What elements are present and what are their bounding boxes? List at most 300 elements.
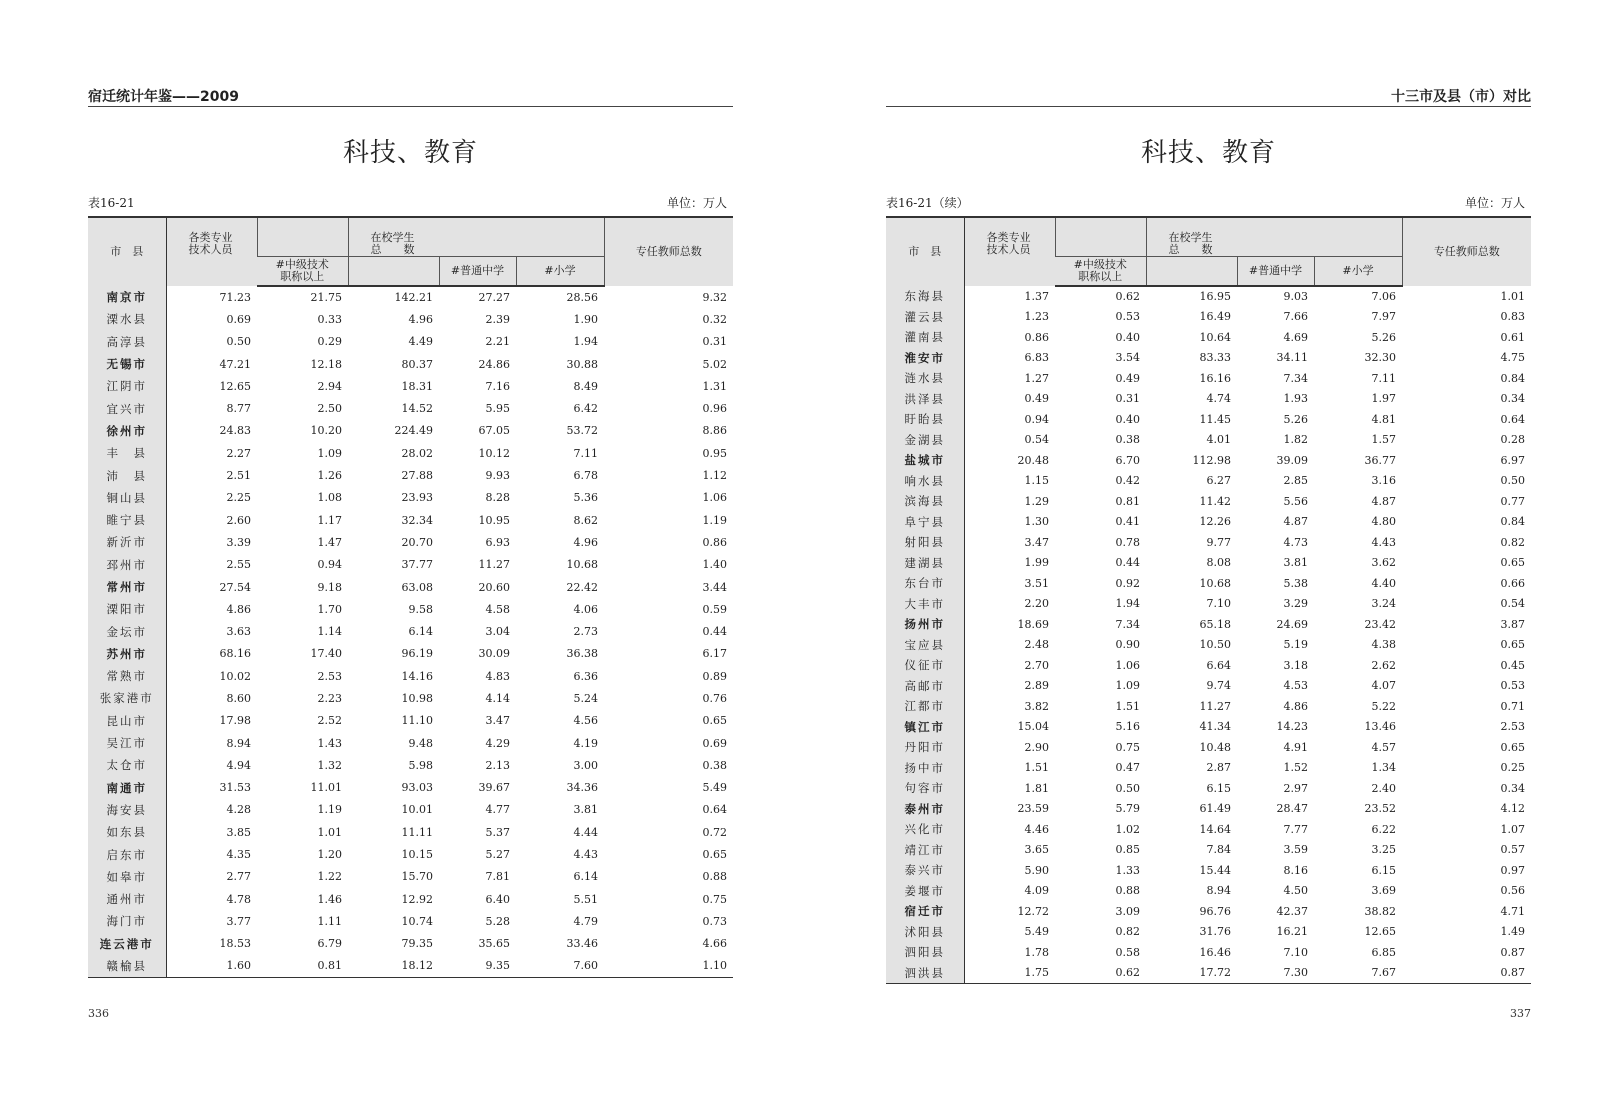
table-cell: 2.23 xyxy=(317,691,342,705)
table-cell: 4.86 xyxy=(1283,699,1308,713)
table-cell: 1.43 xyxy=(317,736,342,750)
table-cell: 22.42 xyxy=(566,580,599,594)
header-spacer xyxy=(1146,257,1237,287)
table-row xyxy=(886,286,1531,307)
table-cell: 39.67 xyxy=(478,781,510,795)
table-cell: 38.82 xyxy=(1364,904,1397,918)
table-cell: 224.49 xyxy=(394,424,433,438)
table-cell: 1.37 xyxy=(1024,289,1049,303)
table-cell: 0.54 xyxy=(1024,433,1049,447)
table-cell: 8.49 xyxy=(573,379,599,393)
table-cell: 0.65 xyxy=(702,714,728,728)
table-cell: 24.86 xyxy=(478,357,510,371)
region-name: 仪征市 xyxy=(886,655,964,676)
region-name: 睢宁县 xyxy=(88,509,166,531)
region-name: 赣榆县 xyxy=(88,955,166,977)
table-cell: 10.68 xyxy=(1199,576,1231,590)
header-professionals: 各类专业 技术人员 xyxy=(166,217,257,286)
table-cell: 7.84 xyxy=(1206,843,1231,857)
region-name: 如皋市 xyxy=(88,866,166,888)
table-cell: 0.90 xyxy=(1115,638,1140,652)
table-cell: 5.98 xyxy=(408,758,433,772)
stats-table xyxy=(886,216,1531,984)
table-cell: 7.67 xyxy=(1314,963,1402,984)
table-row xyxy=(88,286,733,308)
region-name: 泗阳县 xyxy=(886,942,964,963)
header-primary-school: #小学 xyxy=(1314,257,1402,287)
table-cell: 1.60 xyxy=(166,955,257,977)
table-cell: 0.87 xyxy=(1402,963,1531,984)
table-cell: 36.38 xyxy=(566,647,599,661)
table-cell: 6.93 xyxy=(485,535,510,549)
table-cell: 2.48 xyxy=(1024,638,1049,652)
table-cell: 4.06 xyxy=(573,602,599,616)
table-cell: 0.50 xyxy=(1500,474,1526,488)
region-name: 盐城市 xyxy=(886,450,964,471)
table-cell: 0.94 xyxy=(1024,412,1049,426)
table-cell: 3.16 xyxy=(1371,474,1397,488)
table-row xyxy=(88,866,733,888)
table-cell: 20.48 xyxy=(1017,453,1049,467)
table-cell: 7.81 xyxy=(485,870,510,884)
table-cell: 1.06 xyxy=(702,491,728,505)
table-cell: 3.82 xyxy=(1024,699,1049,713)
region-name: 兴化市 xyxy=(886,819,964,840)
table-cell: 2.73 xyxy=(573,625,599,639)
table-row xyxy=(88,576,733,598)
table-row xyxy=(88,308,733,330)
table-cell: 10.68 xyxy=(566,558,599,572)
table-cell: 3.00 xyxy=(573,758,599,772)
table-cell: 7.06 xyxy=(1371,290,1397,304)
table-cell: 18.53 xyxy=(219,937,251,951)
table-cell: 65.18 xyxy=(1199,617,1231,631)
region-name: 南京市 xyxy=(88,286,166,308)
table-row xyxy=(88,843,733,865)
table-cell: 1.57 xyxy=(1371,433,1397,447)
table-cell: 0.59 xyxy=(702,602,728,616)
table-cell: 23.52 xyxy=(1364,802,1397,816)
table-cell: 9.93 xyxy=(485,469,510,483)
table-cell: 0.33 xyxy=(317,312,342,326)
table-cell: 142.21 xyxy=(394,291,433,305)
table-cell: 14.16 xyxy=(401,669,433,683)
table-cell: 12.72 xyxy=(1017,904,1049,918)
table-cell: 0.31 xyxy=(1115,392,1140,406)
table-cell: 5.24 xyxy=(573,691,599,705)
table-cell: 3.63 xyxy=(226,625,251,639)
table-cell: 4.01 xyxy=(1206,433,1231,447)
table-cell: 31.53 xyxy=(219,781,251,795)
table-cell: 0.92 xyxy=(1115,576,1140,590)
table-cell: 3.24 xyxy=(1371,597,1397,611)
table-cell: 8.08 xyxy=(1206,556,1231,570)
region-name: 泰州市 xyxy=(886,799,964,820)
table-cell: 3.85 xyxy=(226,825,251,839)
table-cell: 0.58 xyxy=(1115,945,1140,959)
table-cell: 1.93 xyxy=(1283,392,1308,406)
table-cell: 2.13 xyxy=(485,758,510,772)
table-cell: 11.27 xyxy=(478,558,510,572)
table-cell: 2.39 xyxy=(485,312,510,326)
table-cell: 0.61 xyxy=(1500,330,1526,344)
table-cell: 18.69 xyxy=(1017,617,1049,631)
table-cell: 4.35 xyxy=(226,848,251,862)
table-cell: 8.28 xyxy=(485,491,510,505)
table-cell: 1.19 xyxy=(702,513,728,527)
table-row xyxy=(88,442,733,464)
table-cell: 23.42 xyxy=(1364,617,1397,631)
region-name: 靖江市 xyxy=(886,840,964,861)
table-cell: 35.65 xyxy=(478,937,510,951)
page-number: 336 xyxy=(88,1007,109,1020)
table-cell: 1.02 xyxy=(1115,822,1140,836)
table-cell: 11.11 xyxy=(401,825,433,839)
table-meta xyxy=(886,194,1531,210)
table-cell: 4.96 xyxy=(408,312,433,326)
table-cell: 14.23 xyxy=(1276,720,1308,734)
table-row xyxy=(88,799,733,821)
table-cell: 0.62 xyxy=(1055,963,1146,984)
table-cell: 2.20 xyxy=(1024,597,1049,611)
table-row xyxy=(886,717,1531,738)
table-cell: 23.93 xyxy=(401,491,433,505)
table-cell: 0.29 xyxy=(317,335,342,349)
header-middle-school: #普通中学 xyxy=(439,257,516,287)
table-cell: 1.34 xyxy=(1371,761,1397,775)
table-cell: 2.53 xyxy=(1500,720,1526,734)
table-row xyxy=(886,676,1531,697)
table-cell: 27.88 xyxy=(401,469,433,483)
region-name: 建湖县 xyxy=(886,553,964,574)
table-cell: 96.19 xyxy=(401,647,433,661)
table-cell: 0.78 xyxy=(1115,535,1140,549)
table-cell: 6.83 xyxy=(1024,351,1049,365)
table-cell: 0.84 xyxy=(1500,371,1526,385)
table-cell: 14.64 xyxy=(1199,822,1231,836)
table-row xyxy=(88,487,733,509)
table-row xyxy=(886,409,1531,430)
table-cell: 30.88 xyxy=(566,357,599,371)
table-cell: 80.37 xyxy=(401,357,433,371)
right-page xyxy=(886,0,1531,1099)
region-name: 江阴市 xyxy=(88,375,166,397)
table-cell: 1.15 xyxy=(1024,474,1049,488)
table-cell: 0.82 xyxy=(1500,535,1526,549)
region-name: 沭阳县 xyxy=(886,922,964,943)
table-cell: 6.40 xyxy=(485,892,510,906)
table-cell: 0.76 xyxy=(702,691,728,705)
table-cell: 79.35 xyxy=(401,937,433,951)
table-cell: 1.07 xyxy=(1500,822,1526,836)
running-head: 宿迁统计年鉴——2009 xyxy=(88,86,733,107)
table-cell: 8.77 xyxy=(226,402,251,416)
table-cell: 0.65 xyxy=(702,848,728,862)
table-cell: 23.59 xyxy=(1017,802,1049,816)
table-row xyxy=(88,598,733,620)
table-cell: 0.34 xyxy=(1500,392,1526,406)
region-name: 宝应县 xyxy=(886,635,964,656)
table-cell: 12.65 xyxy=(1364,925,1397,939)
table-row xyxy=(886,860,1531,881)
table-row xyxy=(886,491,1531,512)
table-row xyxy=(88,554,733,576)
table-row xyxy=(886,450,1531,471)
table-cell: 2.55 xyxy=(226,558,251,572)
table-cell: 0.77 xyxy=(1500,494,1526,508)
table-cell: 0.44 xyxy=(1115,556,1140,570)
table-row xyxy=(88,710,733,732)
table-cell: 14.52 xyxy=(401,402,433,416)
table-cell: 96.76 xyxy=(1199,904,1231,918)
table-cell: 0.72 xyxy=(702,825,728,839)
table-cell: 0.84 xyxy=(1500,515,1526,529)
table-cell: 0.65 xyxy=(1500,740,1526,754)
region-name: 高淳县 xyxy=(88,331,166,353)
table-cell: 1.70 xyxy=(317,602,342,616)
table-row xyxy=(88,955,733,977)
table-cell: 34.36 xyxy=(566,781,599,795)
table-cell: 2.52 xyxy=(317,714,342,728)
table-row xyxy=(886,840,1531,861)
table-cell: 1.08 xyxy=(317,491,342,505)
table-cell: 3.51 xyxy=(1024,576,1049,590)
table-cell: 5.95 xyxy=(485,402,510,416)
table-cell: 0.81 xyxy=(1115,494,1140,508)
header-teachers: 专任教师总数 xyxy=(604,217,733,286)
table-cell: 3.77 xyxy=(226,914,251,928)
table-cell: 4.78 xyxy=(226,892,251,906)
table-cell: 20.70 xyxy=(401,535,433,549)
table-row xyxy=(886,819,1531,840)
table-cell: 2.87 xyxy=(1206,761,1231,775)
table-cell: 4.96 xyxy=(573,535,599,549)
region-name: 金湖县 xyxy=(886,430,964,451)
table-cell: 37.77 xyxy=(401,558,433,572)
region-name: 盱眙县 xyxy=(886,409,964,430)
table-cell: 32.34 xyxy=(401,513,433,527)
table-row xyxy=(88,821,733,843)
table-cell: 0.87 xyxy=(1500,945,1526,959)
table-cell: 5.56 xyxy=(1283,494,1308,508)
table-cell: 47.21 xyxy=(219,357,251,371)
table-cell: 0.38 xyxy=(702,758,728,772)
table-cell: 1.33 xyxy=(1115,863,1140,877)
table-cell: 1.23 xyxy=(1024,310,1049,324)
table-row xyxy=(886,655,1531,676)
table-cell: 7.10 xyxy=(1283,945,1308,959)
table-cell: 2.89 xyxy=(1024,679,1049,693)
table-cell: 0.88 xyxy=(1115,884,1140,898)
table-cell: 63.08 xyxy=(401,580,433,594)
table-cell: 16.95 xyxy=(1199,290,1231,304)
table-cell: 20.60 xyxy=(478,580,510,594)
table-cell: 0.49 xyxy=(1024,392,1049,406)
table-row xyxy=(886,778,1531,799)
table-meta xyxy=(88,194,733,210)
table-cell: 3.47 xyxy=(1024,535,1049,549)
header-students: 在校学生 总 数 xyxy=(1146,217,1402,257)
table-cell: 2.40 xyxy=(1371,781,1397,795)
table-cell: 4.80 xyxy=(1371,515,1397,529)
table-row xyxy=(88,643,733,665)
table-cell: 0.86 xyxy=(1024,330,1049,344)
table-cell: 24.69 xyxy=(1276,617,1308,631)
table-cell: 12.18 xyxy=(310,357,342,371)
table-cell: 0.34 xyxy=(1500,781,1526,795)
table-cell: 1.20 xyxy=(317,848,342,862)
table-cell: 0.75 xyxy=(1115,740,1140,754)
region-name: 邳州市 xyxy=(88,554,166,576)
table-cell: 1.01 xyxy=(1500,289,1526,303)
table-cell: 5.38 xyxy=(1283,576,1308,590)
region-name: 铜山县 xyxy=(88,487,166,509)
table-row xyxy=(88,665,733,687)
table-cell: 2.62 xyxy=(1371,658,1397,672)
table-row xyxy=(88,531,733,553)
table-cell: 2.53 xyxy=(317,669,342,683)
table-cell: 4.74 xyxy=(1206,392,1231,406)
table-cell: 21.75 xyxy=(310,291,342,305)
header-region: 市 县 xyxy=(886,217,964,286)
region-name: 沛 县 xyxy=(88,464,166,486)
table-cell: 11.10 xyxy=(401,714,433,728)
table-cell: 1.90 xyxy=(573,312,599,326)
table-cell: 10.02 xyxy=(219,669,251,683)
table-cell: 28.02 xyxy=(401,446,433,460)
table-cell: 0.40 xyxy=(1115,330,1140,344)
table-cell: 5.37 xyxy=(485,825,510,839)
table-cell: 1.82 xyxy=(1283,433,1308,447)
table-cell: 17.72 xyxy=(1146,963,1237,984)
region-name: 涟水县 xyxy=(886,368,964,389)
table-cell: 0.54 xyxy=(1500,597,1526,611)
table-cell: 5.90 xyxy=(1024,863,1049,877)
table-cell: 32.30 xyxy=(1364,351,1397,365)
table-unit: 单位：万人 xyxy=(1464,196,1525,210)
table-row xyxy=(886,348,1531,369)
table-cell: 4.83 xyxy=(485,669,510,683)
table-row xyxy=(886,307,1531,328)
table-body xyxy=(88,286,733,977)
region-name: 宿迁市 xyxy=(886,901,964,922)
table-cell: 53.72 xyxy=(566,424,599,438)
table-cell: 15.44 xyxy=(1199,863,1231,877)
table-cell: 18.31 xyxy=(401,379,433,393)
table-cell: 10.12 xyxy=(478,446,510,460)
table-cell: 9.48 xyxy=(408,736,433,750)
table-cell: 5.02 xyxy=(702,357,728,371)
table-row xyxy=(886,758,1531,779)
table-cell: 6.17 xyxy=(702,647,728,661)
table-row xyxy=(88,509,733,531)
table-cell: 1.09 xyxy=(1115,679,1140,693)
table-row xyxy=(886,471,1531,492)
page-title: 科技、教育 xyxy=(342,138,478,168)
table-cell: 7.16 xyxy=(485,379,510,393)
table-cell: 5.22 xyxy=(1371,699,1397,713)
table-cell: 6.42 xyxy=(573,402,599,416)
table-cell: 6.70 xyxy=(1115,453,1140,467)
table-cell: 28.47 xyxy=(1276,802,1308,816)
table-cell: 4.94 xyxy=(226,758,251,772)
region-name: 泗洪县 xyxy=(886,963,964,984)
table-cell: 4.57 xyxy=(1371,740,1397,754)
table-row xyxy=(886,737,1531,758)
region-name: 丹阳市 xyxy=(886,737,964,758)
table-cell: 13.46 xyxy=(1364,720,1397,734)
region-name: 张家港市 xyxy=(88,687,166,709)
table-cell: 68.16 xyxy=(219,647,251,661)
table-cell: 10.01 xyxy=(401,803,433,817)
table-cell: 12.92 xyxy=(401,892,433,906)
region-name: 海门市 xyxy=(88,910,166,932)
table-cell: 112.98 xyxy=(1192,453,1231,467)
table-cell: 1.29 xyxy=(1024,494,1049,508)
table-cell: 41.34 xyxy=(1199,720,1231,734)
table-cell: 3.18 xyxy=(1283,658,1308,672)
table-cell: 83.33 xyxy=(1199,351,1231,365)
table-cell: 4.44 xyxy=(573,825,599,839)
table-cell: 0.94 xyxy=(317,558,342,572)
table-cell: 2.85 xyxy=(1283,474,1308,488)
region-name: 洪泽县 xyxy=(886,389,964,410)
table-cell: 7.34 xyxy=(1115,617,1140,631)
table-cell: 0.85 xyxy=(1115,843,1140,857)
table-cell: 10.15 xyxy=(401,848,433,862)
table-cell: 1.99 xyxy=(1024,556,1049,570)
table-row xyxy=(886,389,1531,410)
table-cell: 1.22 xyxy=(317,870,342,884)
table-cell: 6.36 xyxy=(573,669,599,683)
region-name: 东海县 xyxy=(886,286,964,307)
table-cell: 8.94 xyxy=(226,736,251,750)
table-cell: 2.21 xyxy=(485,335,510,349)
table-cell: 4.87 xyxy=(1371,494,1397,508)
table-cell: 8.86 xyxy=(702,424,728,438)
table-cell: 0.47 xyxy=(1115,761,1140,775)
table-cell: 1.06 xyxy=(1115,658,1140,672)
region-name: 徐州市 xyxy=(88,420,166,442)
table-cell: 5.28 xyxy=(485,914,510,928)
table-cell: 2.97 xyxy=(1283,781,1308,795)
table-cell: 4.73 xyxy=(1283,535,1308,549)
table-cell: 6.79 xyxy=(317,937,342,951)
header-spacer xyxy=(1055,217,1146,257)
table-cell: 1.81 xyxy=(1024,781,1049,795)
table-cell: 0.75 xyxy=(702,892,728,906)
table-cell: 11.01 xyxy=(310,781,342,795)
table-cell: 6.22 xyxy=(1371,822,1397,836)
region-name: 句容市 xyxy=(886,778,964,799)
table-cell: 7.11 xyxy=(1371,371,1397,385)
region-name: 姜堰市 xyxy=(886,881,964,902)
table-row xyxy=(88,375,733,397)
region-name: 金坛市 xyxy=(88,620,166,642)
table-cell: 3.54 xyxy=(1115,351,1140,365)
table-cell: 0.62 xyxy=(1115,290,1140,304)
table-cell: 0.32 xyxy=(702,312,728,326)
table-cell: 0.25 xyxy=(1500,761,1526,775)
header-teachers: 专任教师总数 xyxy=(1402,217,1531,286)
table-row xyxy=(88,777,733,799)
table-row xyxy=(886,963,1531,984)
table-cell: 7.30 xyxy=(1237,963,1314,984)
table-cell: 0.86 xyxy=(702,535,728,549)
table-cell: 0.81 xyxy=(257,955,348,977)
table-cell: 7.11 xyxy=(573,446,599,460)
table-row xyxy=(886,922,1531,943)
